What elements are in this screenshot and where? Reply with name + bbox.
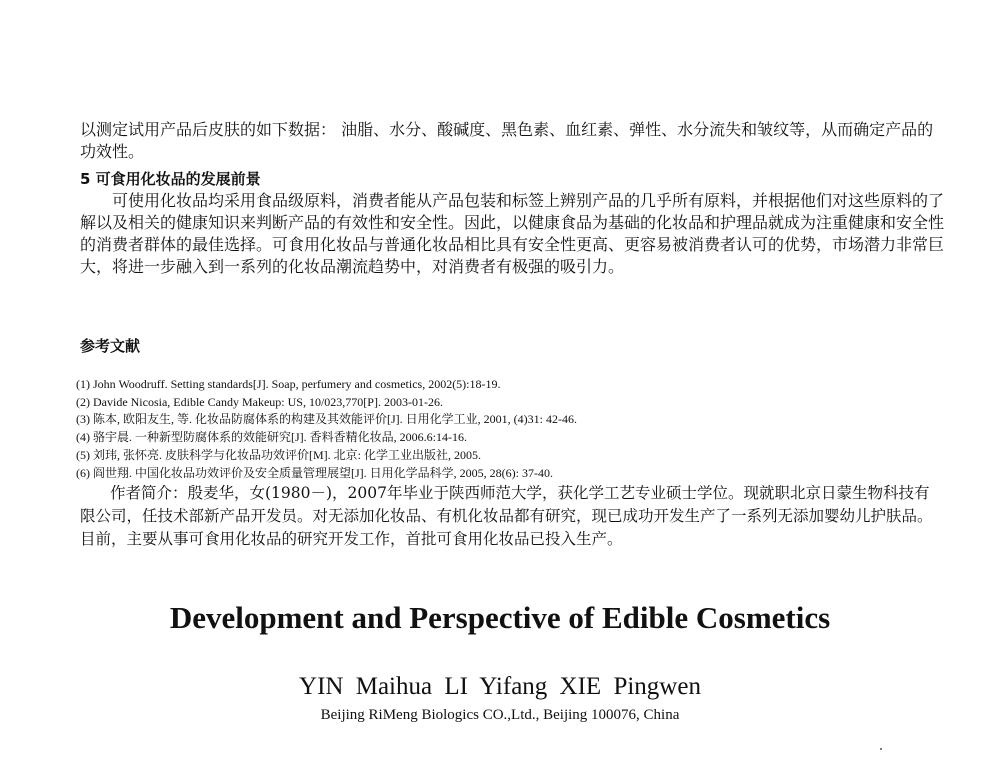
english-affiliation: Beijing RiMeng Biologics CO.,Ltd., Beijing 100076, China: [320, 707, 680, 723]
section-5-heading: 5 可食用化妆品的发展前景: [80, 170, 261, 188]
english-title: Development and Perspective of Edible Cosmetics: [169, 600, 831, 635]
english-authors: YIN Maihua LI Yifang XIE Pingwen: [299, 673, 701, 700]
section-5-paragraph: 可使用化妆品均采用食品级原料，消费者能从产品包装和标签上辨别产品的几乎所有原料，并根据他们对这些原料的了解以及相关的健康知识来判断产品的有效性和安全性。因此，以健康食品为基础的化妆品和护理品就成为注重健康和安全性的消费者群体的最佳选择。可食用化妆品与普通化妆品相比具有安全性更高、更容易被消费者认可的优势，市场潜力非常巨大，将进一步融入到一系列的化妆品潮流趋势中，对消费者有极强的吸引力。: [80, 191, 945, 276]
references-title: 参考文献: [80, 337, 141, 355]
reference-item-3: (3) 陈本, 欧阳友生, 等. 化妆品防腐体系的构建及其效能评价[J]. 日用化学工业, 2001, (4)31: 42-46.: [76, 412, 577, 427]
body-paragraph-continuation: 以测定试用产品后皮肤的如下数据： 油脂、水分、酸碱度、黑色素、血红素、弹性、水分流失和皱纹等，从而确定产品的功效性。: [80, 120, 934, 161]
reference-item-5: (5) 刘玮, 张怀亮. 皮肤科学与化妆品功效评价[M]. 北京: 化学工业出版社, 2005.: [76, 447, 481, 462]
references-list: [76, 376, 956, 482]
scan-speck: [880, 748, 882, 750]
author-biography: 作者简介：殷麦华，女(1980－)，2007年毕业于陕西师范大学，获化学工艺专业硕士学位。现就职北京日蒙生物科技有限公司，任技术部新产品开发员。对无添加化妆品、有机化妆品都有研究，现已成功开发生产了一系列无添加婴幼儿护肤品。目前，主要从事可食用化妆品的研究开发工作，首批可食用化妆品已投入生产。: [80, 484, 933, 548]
reference-item-4: (4) 骆宇晨. 一种新型防腐体系的效能研究[J]. 香料香精化妆品, 2006.6:14-16.: [76, 430, 467, 445]
reference-item-6: (6) 阎世翔. 中国化妆品功效评价及安全质量管理展望[J]. 日用化学品科学, 2005, 28(6): 37-40.: [76, 465, 553, 480]
reference-item-2: (2) Davide Nicosia, Edible Candy Makeup: US, 10/023,770[P]. 2003-01-26.: [76, 394, 443, 409]
reference-item-1: (1) John Woodruff. Setting standards[J]. Soap, perfumery and cosmetics, 2002(5):18-19.: [76, 377, 501, 391]
